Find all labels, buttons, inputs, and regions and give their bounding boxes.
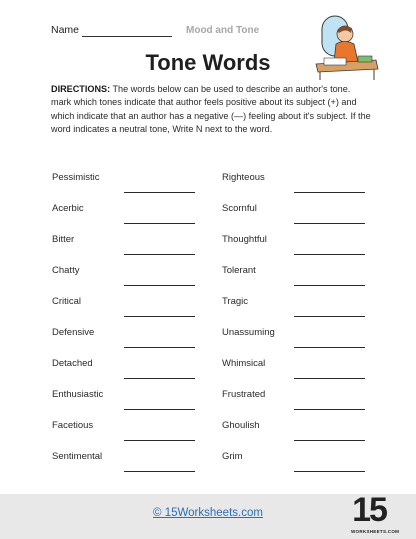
answer-line[interactable] (124, 192, 195, 193)
answer-line[interactable] (294, 440, 365, 441)
word-label: Chatty (52, 265, 80, 276)
answer-line[interactable] (124, 409, 195, 410)
answer-line[interactable] (294, 223, 365, 224)
answer-line[interactable] (124, 347, 195, 348)
word-label: Detached (52, 358, 93, 369)
answer-line[interactable] (124, 440, 195, 441)
answer-line[interactable] (294, 409, 365, 410)
answer-line[interactable] (124, 471, 195, 472)
site-logo (351, 491, 400, 539)
word-label: Tolerant (222, 265, 256, 276)
word-label: Unassuming (222, 327, 275, 338)
answer-line[interactable] (294, 316, 365, 317)
copyright-link[interactable]: © 15Worksheets.com (153, 507, 263, 519)
word-label: Grim (222, 451, 243, 462)
directions (51, 83, 373, 137)
answer-line[interactable] (294, 254, 365, 255)
answer-line[interactable] (124, 316, 195, 317)
word-label: Critical (52, 296, 82, 307)
logo-number: 15 (352, 491, 386, 529)
answer-line[interactable] (294, 347, 365, 348)
directions-label: DIRECTIONS: (51, 84, 111, 94)
answer-line[interactable] (124, 378, 195, 379)
answer-line[interactable] (294, 378, 365, 379)
page-title: Tone Words (145, 50, 271, 75)
word-label: Bitter (52, 234, 75, 245)
word-label: Acerbic (52, 203, 84, 214)
section-label: Mood and Tone (186, 25, 260, 36)
name-line (82, 36, 172, 37)
answer-line[interactable] (124, 285, 195, 286)
word-label: Tragic (222, 296, 249, 307)
answer-line[interactable] (124, 223, 195, 224)
word-label: Frustrated (222, 389, 266, 400)
answer-line[interactable] (294, 471, 365, 472)
word-label: Defensive (52, 327, 95, 338)
word-label: Facetious (52, 420, 94, 431)
answer-line[interactable] (294, 192, 365, 193)
name-label: Name (51, 24, 80, 36)
word-label: Whimsical (222, 358, 266, 369)
directions-text: The words below can be used to describe an author's tone. mark which tones indicate that author feels positive about its subject (+) and which indicate that an author has a negative (—) feeling about it's subject. If the word indicates a neutral tone, Write N next to the word. (51, 84, 371, 135)
logo-text: WORKSHEETS.COM (351, 529, 400, 534)
word-label: Thoughtful (222, 234, 267, 245)
word-label: Scornful (222, 203, 257, 214)
answer-line[interactable] (124, 254, 195, 255)
word-label: Pessimistic (52, 172, 100, 183)
word-label: Enthusiastic (52, 389, 104, 400)
answer-line[interactable] (294, 285, 365, 286)
word-label: Ghoulish (222, 420, 260, 431)
word-label: Sentimental (52, 451, 103, 462)
word-label: Righteous (222, 172, 265, 183)
